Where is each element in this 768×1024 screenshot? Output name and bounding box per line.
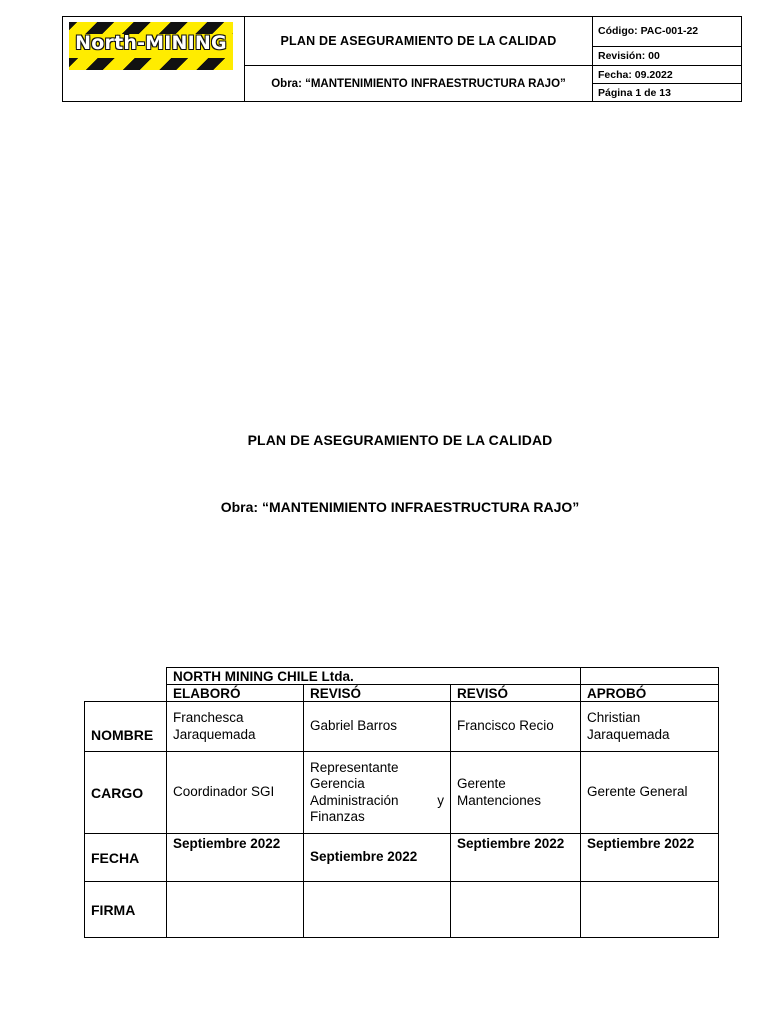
header-revision: Revisión: 00	[593, 46, 742, 65]
label-cargo: CARGO	[85, 752, 167, 834]
label-fecha: FECHA	[85, 834, 167, 882]
firma-aprobo	[581, 882, 719, 938]
firma-reviso-2	[451, 882, 581, 938]
fecha-reviso-1: Septiembre 2022	[304, 834, 451, 882]
obra-title: Obra: “MANTENIMIENTO INFRAESTRUCTURA RAJO”	[220, 499, 580, 515]
nombre-elaboro: Franchesca Jaraquemada	[167, 702, 304, 752]
firma-elaboro	[167, 882, 304, 938]
label-firma: FIRMA	[85, 882, 167, 938]
firma-reviso-1	[304, 882, 451, 938]
page-title: PLAN DE ASEGURAMIENTO DE LA CALIDAD	[247, 432, 553, 448]
fecha-aprobo: Septiembre 2022	[581, 834, 719, 882]
fecha-reviso-2: Septiembre 2022	[451, 834, 581, 882]
cargo-reviso-1-text: Representante Gerencia Administración y Finanzas	[310, 759, 444, 824]
document-header	[62, 16, 742, 102]
header-title: PLAN DE ASEGURAMIENTO DE LA CALIDAD	[245, 17, 593, 66]
header-codigo: Código: PAC-001-22	[593, 17, 742, 47]
approval-table	[84, 667, 719, 938]
company-name: NORTH MINING CHILE Ltda.	[167, 668, 581, 685]
nombre-reviso-1: Gabriel Barros	[304, 702, 451, 752]
company-row-empty	[581, 668, 719, 685]
col-reviso-2: REVISÓ	[451, 685, 581, 702]
col-aprobo: APROBÓ	[581, 685, 719, 702]
logo-text: North-MINING	[75, 32, 227, 54]
empty-corner	[85, 685, 167, 702]
col-reviso-1: REVISÓ	[304, 685, 451, 702]
col-elaboro: ELABORÓ	[167, 685, 304, 702]
cargo-reviso-2: Gerente Mantenciones	[451, 752, 581, 834]
row-fecha	[85, 834, 719, 882]
north-mining-logo	[69, 22, 233, 70]
company-row	[85, 668, 719, 685]
nombre-aprobo: Christian Jaraquemada	[581, 702, 719, 752]
header-obra: Obra: “MANTENIMIENTO INFRAESTRUCTURA RAJO”	[245, 66, 593, 102]
row-firma	[85, 882, 719, 938]
nombre-reviso-2: Francisco Recio	[451, 702, 581, 752]
header-fecha: Fecha: 09.2022	[593, 66, 742, 84]
header-pagina: Página 1 de 13	[593, 84, 742, 102]
column-header-row	[85, 685, 719, 702]
row-nombre	[85, 702, 719, 752]
logo-cell	[63, 17, 245, 102]
label-nombre: NOMBRE	[85, 702, 167, 752]
cargo-aprobo: Gerente General	[581, 752, 719, 834]
cargo-elaboro: Coordinador SGI	[167, 752, 304, 834]
cargo-reviso-1	[304, 752, 451, 834]
fecha-elaboro: Septiembre 2022	[167, 834, 304, 882]
empty-corner	[85, 668, 167, 685]
row-cargo	[85, 752, 719, 834]
